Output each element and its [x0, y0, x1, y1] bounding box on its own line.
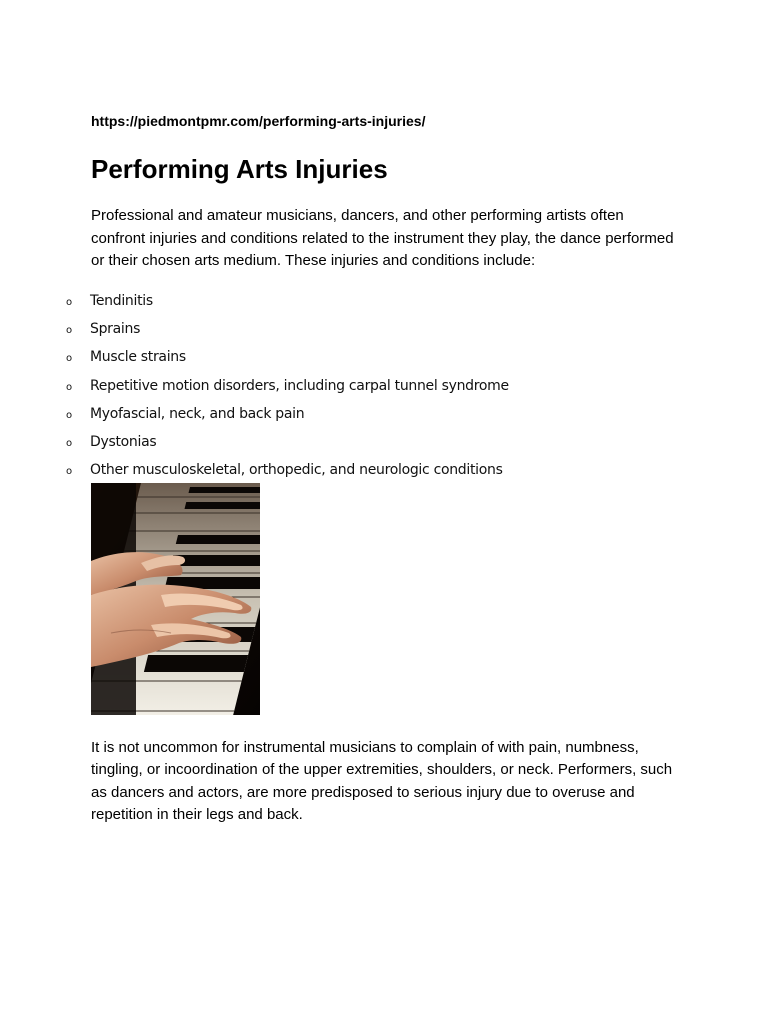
source-url[interactable]: https://piedmontpmr.com/performing-arts-injuries/ — [91, 113, 426, 129]
condition-label: Myofascial, neck, and back pain — [90, 405, 305, 422]
body-line: tingling, or incoordination of the upper extremities, shoulders, or neck. Performers, such — [91, 761, 673, 779]
bullet-marker: o — [66, 437, 72, 449]
body-line: as dancers and actors, are more predisposed to serious injury due to overuse and — [91, 783, 635, 801]
bullet-marker: o — [66, 325, 72, 337]
bullet-marker: o — [66, 353, 72, 365]
body-line: repetition in their legs and back. — [91, 805, 303, 823]
bullet-marker: o — [66, 381, 72, 393]
intro-line: Professional and amateur musicians, dancers, and other performing artists often — [91, 207, 624, 224]
page-title: Performing Arts Injuries — [91, 154, 388, 184]
condition-label: Dystonias — [90, 433, 157, 450]
condition-label: Sprains — [90, 321, 141, 338]
intro-paragraph — [91, 205, 691, 273]
bullet-marker: o — [66, 297, 72, 308]
body-paragraph — [91, 737, 691, 826]
condition-label: Other musculoskeletal, orthopedic, and neurologic conditions — [90, 462, 503, 479]
intro-line: confront injuries and conditions related to the instrument they play, the dance performed — [91, 229, 674, 247]
body-line: It is not uncommon for instrumental musicians to complain of with pain, numbness, — [91, 739, 639, 756]
piano-illustration — [91, 483, 260, 715]
condition-label: Tendinitis — [90, 293, 153, 309]
bullet-marker: o — [66, 466, 72, 478]
intro-line: or their chosen arts medium. These injuries and conditions include: — [91, 252, 536, 269]
condition-label: Muscle strains — [90, 349, 186, 366]
bullet-marker: o — [66, 409, 72, 421]
condition-label: Repetitive motion disorders, including carpal tunnel syndrome — [90, 377, 509, 394]
piano-hands-photo — [91, 483, 260, 715]
